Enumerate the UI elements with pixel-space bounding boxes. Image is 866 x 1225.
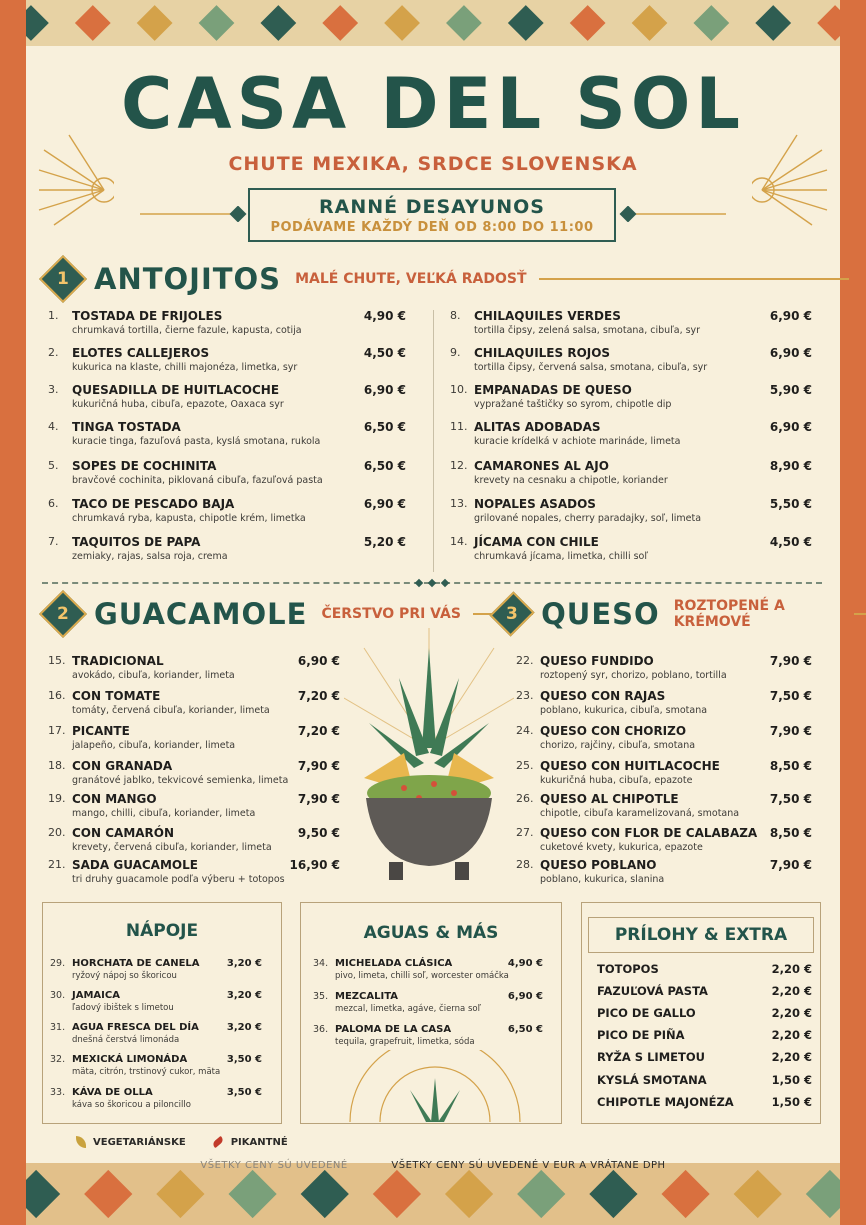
- item-description: mango, chilli, cibuľa, koriander, limeta: [72, 808, 256, 819]
- item-description: chrumkavá ryba, kapusta, chipotle krém, limetka: [72, 513, 306, 524]
- item-number: 7.: [48, 535, 59, 548]
- section-number-badge: 3: [489, 591, 534, 636]
- item-name: JAMAICA: [72, 990, 120, 1001]
- item-name: CON CAMARÓN: [72, 826, 175, 840]
- section-subtitle: ČERSTVO PRI VÁS: [321, 606, 461, 622]
- item-description: tequila, grapefruit, limetka, sóda: [335, 1037, 475, 1047]
- item-description: kuracie tinga, fazuľová pasta, kyslá smotana, rukola: [72, 436, 321, 447]
- box-title: AGUAS & MÁS: [363, 923, 499, 943]
- section-subtitle: ROZTOPENÉ A KRÉMOVÉ: [673, 598, 785, 630]
- item-number: 34.: [313, 958, 329, 969]
- item-name: QUESO FUNDIDO: [540, 654, 654, 668]
- item-description: dnešná čerstvá limonáda: [72, 1035, 180, 1045]
- item-number: 22.: [516, 654, 534, 667]
- item-description: krevety, červená cibuľa, koriander, limeta: [72, 842, 272, 853]
- item-name: TRADICIONAL: [72, 654, 164, 668]
- item-description: roztopený syr, chorizo, poblano, tortilla: [540, 670, 727, 681]
- item-price: 9,50 €: [297, 826, 340, 840]
- item-description: mäta, citrón, trstinový cukor, mäta: [72, 1067, 221, 1077]
- restaurant-subtitle: CHUTE MEXIKA, SRDCE SLOVENSKA: [228, 153, 638, 175]
- item-price: 8,50 €: [769, 759, 812, 773]
- item-price: 8,90 €: [769, 459, 812, 473]
- item-description: mezcal, limetka, agáve, čierna soľ: [335, 1004, 481, 1014]
- sun-rays-ornament: [340, 1050, 530, 1122]
- item-number: 6.: [48, 497, 59, 510]
- legend-vegetarian: VEGETARIÁNSKE: [93, 1136, 186, 1148]
- item-price: 3,20 €: [226, 990, 262, 1001]
- item-name: ELOTES CALLEJEROS: [72, 346, 210, 360]
- extra-name: TOTOPOS: [597, 962, 659, 976]
- extra-item[interactable]: [597, 1006, 812, 1020]
- item-number: 28.: [516, 858, 534, 871]
- item-price: 6,50 €: [507, 1024, 543, 1035]
- section-antojitos-header: [46, 262, 849, 296]
- item-number: 5.: [48, 459, 59, 472]
- legend: [76, 1136, 288, 1148]
- item-number: 18.: [48, 759, 66, 772]
- section-rule: [539, 278, 849, 280]
- item-name: SOPES DE COCHINITA: [72, 459, 217, 473]
- divider-ornament: [412, 578, 452, 588]
- item-number: 12.: [450, 459, 468, 472]
- extra-price: 2,20 €: [771, 962, 812, 976]
- column-divider: [433, 310, 434, 572]
- banner-ornament-left: [140, 206, 248, 222]
- guacamole-bowl-icon: [344, 628, 514, 888]
- item-price: 7,90 €: [769, 724, 812, 738]
- item-price: 7,90 €: [297, 792, 340, 806]
- restaurant-title: CASA DEL SOL: [121, 63, 745, 145]
- item-description: kukuričná huba, cibuľa, epazote: [540, 775, 693, 786]
- item-price: 6,90 €: [769, 346, 812, 360]
- extra-name: CHIPOTLE MAJONÉZA: [597, 1095, 734, 1109]
- chili-icon: [211, 1136, 224, 1148]
- item-number: 27.: [516, 826, 534, 839]
- section-title: QUESO: [541, 597, 660, 631]
- item-name: CHILAQUILES VERDES: [474, 309, 621, 323]
- item-name: QUESO CON CHORIZO: [540, 724, 687, 738]
- item-name: HORCHATA DE CANELA: [72, 958, 200, 969]
- extra-name: KYSLÁ SMOTANA: [597, 1073, 707, 1087]
- item-number: 14.: [450, 535, 468, 548]
- item-name: CAMARONES AL AJO: [474, 459, 609, 473]
- item-price: 6,50 €: [363, 420, 406, 434]
- item-number: 9.: [450, 346, 461, 359]
- item-price: 7,90 €: [297, 759, 340, 773]
- item-name: TAQUITOS DE PAPA: [72, 535, 201, 549]
- item-number: 23.: [516, 689, 534, 702]
- extra-item[interactable]: [597, 1028, 812, 1042]
- item-price: 6,90 €: [363, 497, 406, 511]
- extra-price: 1,50 €: [771, 1073, 812, 1087]
- item-name: JÍCAMA CON CHILE: [474, 535, 599, 549]
- sun-left-icon: [34, 130, 114, 230]
- item-name: QUESO CON RAJAS: [540, 689, 666, 703]
- item-price: 6,90 €: [769, 309, 812, 323]
- item-number: 13.: [450, 497, 468, 510]
- item-description: krevety na cesnaku a chipotle, koriander: [474, 475, 668, 486]
- extra-price: 2,20 €: [771, 1050, 812, 1064]
- legend-spicy: PIKANTNÉ: [230, 1136, 288, 1148]
- item-number: 24.: [516, 724, 534, 737]
- extra-item[interactable]: [597, 962, 812, 976]
- item-name: ALITAS ADOBADAS: [474, 420, 601, 434]
- footer-note: [0, 1160, 866, 1171]
- section-queso-header: [497, 597, 866, 631]
- item-price: 7,90 €: [769, 654, 812, 668]
- item-description: jalapeño, cibuľa, koriander, limeta: [72, 740, 236, 751]
- item-description: granátové jablko, tekvicové semienka, limeta: [72, 775, 289, 786]
- bottom-pattern-border: [0, 1163, 866, 1225]
- item-number: 15.: [48, 654, 66, 667]
- item-description: ryžový nápoj so škoricou: [72, 971, 177, 981]
- item-number: 30.: [50, 990, 66, 1001]
- item-price: 4,50 €: [363, 346, 406, 360]
- item-description: tomáty, červená cibuľa, koriander, limeta: [72, 705, 270, 716]
- item-price: 4,90 €: [363, 309, 406, 323]
- banner-title: RANNÉ DESAYUNOS: [319, 196, 545, 218]
- item-name: MICHELADA CLÁSICA: [335, 958, 453, 969]
- item-description: avokádo, cibuľa, koriander, limeta: [72, 670, 235, 681]
- extra-price: 2,20 €: [771, 1006, 812, 1020]
- item-price: 4,90 €: [507, 958, 543, 969]
- item-description: chrumkavá jícama, limetka, chilli soľ: [474, 551, 648, 562]
- sun-right-icon: [752, 130, 832, 230]
- item-number: 3.: [48, 383, 59, 396]
- item-number: 25.: [516, 759, 534, 772]
- item-number: 2.: [48, 346, 59, 359]
- item-number: 20.: [48, 826, 66, 839]
- item-name: SADA GUACAMOLE: [72, 858, 198, 872]
- item-description: tortilla čipsy, červená salsa, smotana, cibuľa, syr: [474, 362, 708, 373]
- item-description: vypražané taštičky so syrom, chipotle dip: [474, 399, 672, 410]
- item-description: chipotle, cibuľa karamelizovaná, smotana: [540, 808, 740, 819]
- item-price: 3,50 €: [226, 1087, 262, 1098]
- item-price: 7,50 €: [769, 792, 812, 806]
- item-name: QUESO AL CHIPOTLE: [540, 792, 679, 806]
- item-description: cuketové kvety, kukurica, epazote: [540, 842, 703, 853]
- section-number-badge: 2: [39, 590, 87, 638]
- item-name: TOSTADA DE FRIJOLES: [72, 309, 223, 323]
- item-name: QUESADILLA DE HUITLACOCHE: [72, 383, 280, 397]
- item-price: 5,50 €: [769, 497, 812, 511]
- banner-ornament-right: [618, 206, 726, 222]
- item-name: NOPALES ASADOS: [474, 497, 596, 511]
- section-guacamole-header: [46, 597, 533, 631]
- item-number: 21.: [48, 858, 66, 871]
- extra-price: 1,50 €: [771, 1095, 812, 1109]
- item-price: 5,90 €: [769, 383, 812, 397]
- box-title: PRÍLOHY & EXTRA: [614, 925, 788, 945]
- item-name: EMPANADAS DE QUESO: [474, 383, 632, 397]
- extra-name: PICO DE PIÑA: [597, 1028, 685, 1042]
- item-price: 7,50 €: [769, 689, 812, 703]
- extra-price: 2,20 €: [771, 1028, 812, 1042]
- item-name: QUESO CON HUITLACOCHE: [540, 759, 720, 773]
- item-description: kuracie krídelká v achiote marináde, limeta: [474, 436, 681, 447]
- item-price: 3,50 €: [226, 1054, 262, 1065]
- footer-faded: VŠETKY CENY SÚ UVEDENÉ: [200, 1160, 348, 1171]
- item-description: ľadový ibištek s limetou: [72, 1003, 174, 1013]
- item-price: 3,20 €: [226, 958, 262, 969]
- item-description: tri druhy guacamole podľa výberu + totopos: [72, 874, 285, 885]
- item-price: 8,50 €: [769, 826, 812, 840]
- item-name: PALOMA DE LA CASA: [335, 1024, 452, 1035]
- item-description: kukurica na klaste, chilli majonéza, limetka, syr: [72, 362, 298, 373]
- item-number: 36.: [313, 1024, 329, 1035]
- section-rule: [854, 613, 866, 615]
- item-price: 6,90 €: [769, 420, 812, 434]
- section-number-badge: 1: [39, 255, 87, 303]
- item-name: TINGA TOSTADA: [72, 420, 181, 434]
- item-number: 16.: [48, 689, 66, 702]
- extra-name: RYŽA S LIMETOU: [597, 1050, 705, 1064]
- item-number: 1.: [48, 309, 59, 322]
- item-price: 7,90 €: [769, 858, 812, 872]
- extra-item[interactable]: [597, 984, 812, 998]
- item-description: chorizo, rajčiny, cibuľa, smotana: [540, 740, 696, 751]
- extra-item[interactable]: [597, 1095, 812, 1109]
- item-number: 32.: [50, 1054, 66, 1065]
- item-name: MEZCALITA: [335, 991, 398, 1002]
- item-price: 7,20 €: [297, 724, 340, 738]
- item-number: 31.: [50, 1022, 66, 1033]
- box-title: NÁPOJE: [125, 921, 199, 941]
- item-number: 4.: [48, 420, 59, 433]
- item-number: 10.: [450, 383, 468, 396]
- item-number: 11.: [450, 420, 468, 433]
- item-name: CON GRANADA: [72, 759, 173, 773]
- item-price: 6,50 €: [363, 459, 406, 473]
- item-name: AGUA FRESCA DEL DÍA: [72, 1022, 199, 1033]
- item-number: 35.: [313, 991, 329, 1002]
- item-price: 6,90 €: [507, 991, 543, 1002]
- banner-hours: PODÁVAME KAŽDÝ DEŇ OD 8:00 DO 11:00: [270, 220, 594, 235]
- item-price: 6,90 €: [297, 654, 340, 668]
- section-subtitle: MALÉ CHUTE, VEĽKÁ RADOSŤ: [295, 271, 527, 287]
- item-price: 6,90 €: [363, 383, 406, 397]
- item-description: grilované nopales, cherry paradajky, soľ, limeta: [474, 513, 702, 524]
- item-description: zemiaky, rajas, salsa roja, crema: [72, 551, 228, 562]
- item-number: 17.: [48, 724, 66, 737]
- item-price: 3,20 €: [226, 1022, 262, 1033]
- breakfast-banner: [248, 188, 616, 242]
- extra-name: PICO DE GALLO: [597, 1006, 696, 1020]
- item-price: 16,90 €: [289, 858, 340, 872]
- item-description: poblano, kukurica, cibuľa, smotana: [540, 705, 708, 716]
- item-number: 33.: [50, 1087, 66, 1098]
- item-name: KÁVA DE OLLA: [72, 1087, 153, 1098]
- item-description: poblano, kukurica, slanina: [540, 874, 665, 885]
- item-name: CON MANGO: [72, 792, 157, 806]
- item-description: bravčové cochinita, piklovaná cibuľa, fazuľová pasta: [72, 475, 323, 486]
- item-description: pivo, limeta, chilli soľ, worcester omáčka: [335, 971, 509, 981]
- item-name: TACO DE PESCADO BAJA: [72, 497, 235, 511]
- top-pattern-border: [0, 0, 866, 46]
- vegetarian-leaf-icon: [76, 1136, 86, 1148]
- item-number: 8.: [450, 309, 461, 322]
- item-name: CON TOMATE: [72, 689, 161, 703]
- item-description: kukuričná huba, cibuľa, epazote, Oaxaca syr: [72, 399, 284, 410]
- item-name: QUESO POBLANO: [540, 858, 657, 872]
- item-name: MEXICKÁ LIMONÁDA: [72, 1054, 188, 1065]
- item-number: 29.: [50, 958, 66, 969]
- section-title: GUACAMOLE: [94, 597, 308, 631]
- item-price: 4,50 €: [769, 535, 812, 549]
- footer-text: VŠETKY CENY SÚ UVEDENÉ V EUR A VRÁTANE DPH: [391, 1160, 666, 1171]
- item-number: 19.: [48, 792, 66, 805]
- extra-name: FAZUĽOVÁ PASTA: [597, 984, 708, 998]
- extra-item[interactable]: [597, 1073, 812, 1087]
- item-price: 7,20 €: [297, 689, 340, 703]
- item-price: 5,20 €: [363, 535, 406, 549]
- section-title: ANTOJITOS: [94, 262, 282, 296]
- item-name: CHILAQUILES ROJOS: [474, 346, 611, 360]
- extra-price: 2,20 €: [771, 984, 812, 998]
- extra-item[interactable]: [597, 1050, 812, 1064]
- item-name: QUESO CON FLOR DE CALABAZA: [540, 826, 758, 840]
- item-name: PICANTE: [72, 724, 130, 738]
- item-number: 26.: [516, 792, 534, 805]
- left-pattern-border: [0, 0, 26, 1225]
- item-description: káva so škoricou a piloncillo: [72, 1100, 191, 1110]
- item-description: tortilla čipsy, zelená salsa, smotana, cibuľa, syr: [474, 325, 701, 336]
- item-description: chrumkavá tortilla, čierne fazule, kapusta, cotija: [72, 325, 302, 336]
